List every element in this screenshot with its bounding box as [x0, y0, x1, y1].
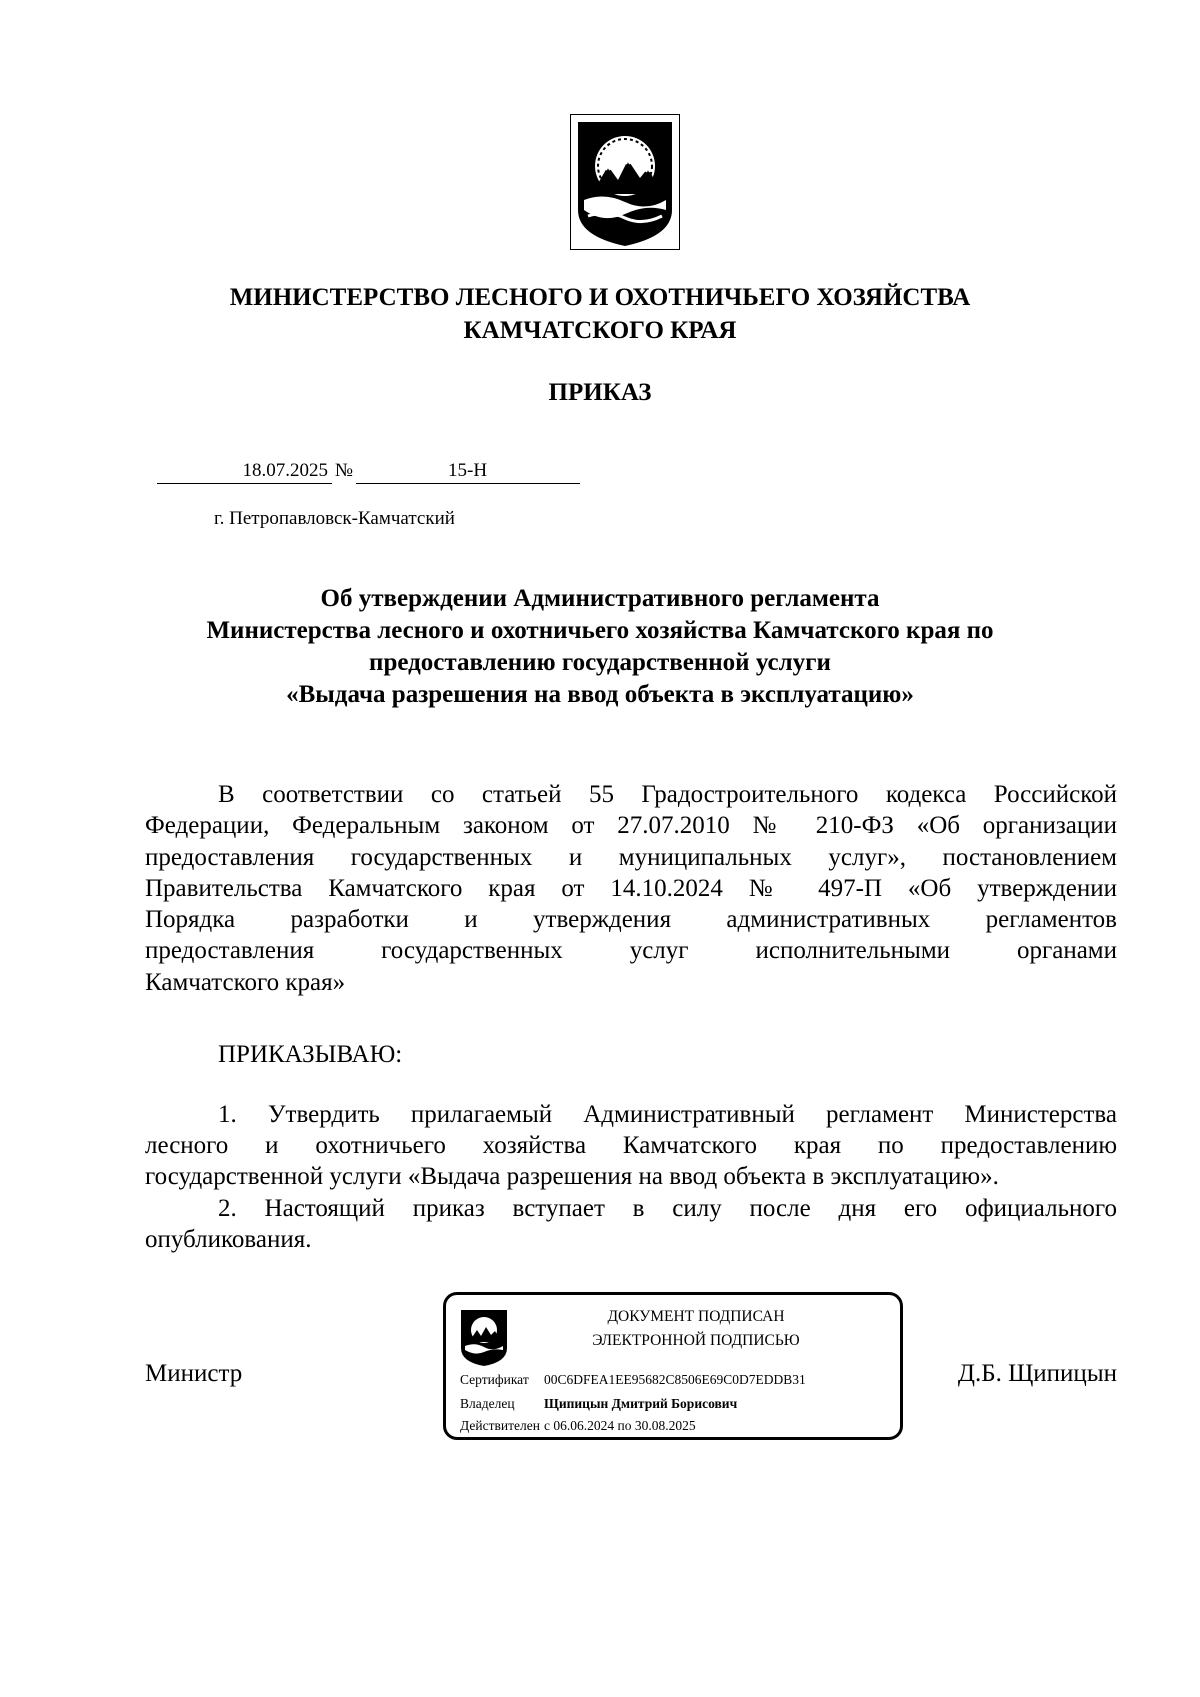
- item-line: опубликования.: [145, 1225, 312, 1253]
- validity-value: с 06.06.2024 по 30.08.2025: [544, 1418, 696, 1433]
- number-sign: №: [334, 460, 354, 481]
- subject-line: Министерства лесного и охотничьего хозяйства Камчатского края по: [206, 617, 994, 644]
- basis-line: Федерации, Федеральным законом от 27.07.2010 № 210-ФЗ «Об организации: [145, 812, 1117, 840]
- item-line: 1. Утвердить прилагаемый Административный регламент Министерства: [218, 1101, 1117, 1128]
- validity-label: Действителен: [460, 1418, 540, 1433]
- stamp-title-line2: ЭЛЕКТРОННОЙ ПОДПИСЬЮ: [592, 1332, 800, 1349]
- ministry-name-line2: КАМЧАТСКОГО КРАЯ: [463, 317, 737, 344]
- legal-basis-paragraph: [145, 779, 1117, 998]
- certificate-value: 00C6DFEA1EE95682C8506E69C0D7EDDB31: [544, 1372, 806, 1387]
- document-number: 15-Н: [448, 460, 488, 481]
- owner-value: Щипицын Дмитрий Борисович: [544, 1396, 738, 1411]
- subject-line: Об утверждении Административного регламента: [320, 585, 880, 612]
- subject-line: предоставлению государственной услуги: [369, 649, 831, 676]
- order-word: ПРИКАЗЫВАЮ:: [218, 1041, 403, 1068]
- basis-line: предоставления государственных и муниципальных услуг», постановлением: [145, 843, 1117, 871]
- electronic-signature-stamp: [443, 1292, 903, 1440]
- basis-line: предоставления государственных услуг исполнительными органами: [145, 937, 1117, 965]
- coat-of-arms-icon: [570, 114, 680, 250]
- signer-position: Министр: [145, 1360, 243, 1387]
- certificate-label: Сертификат: [460, 1372, 529, 1387]
- owner-label: Владелец: [460, 1396, 515, 1411]
- basis-line: В соответствии со статьей 55 Градостроительного кодекса Российской: [218, 781, 1117, 808]
- signer-name: Д.Б. Щипицын: [957, 1360, 1117, 1387]
- item-line: 2. Настоящий приказ вступает в силу после дня его официального: [218, 1194, 1117, 1222]
- stamp-owner-row: [460, 1395, 737, 1413]
- stamp-title-line1: ДОКУМЕНТ ПОДПИСАН: [607, 1308, 785, 1325]
- basis-line: Порядка разработки и утверждения административных регламентов: [145, 906, 1117, 934]
- item-line: государственной услуги «Выдача разрешения на ввод объекта в эксплуатацию».: [145, 1163, 999, 1191]
- document-number-field: [356, 459, 580, 484]
- document-date: 18.07.2025: [157, 459, 332, 484]
- order-items: [145, 1099, 1117, 1255]
- city: г. Петропавловск-Камчатский: [214, 508, 455, 529]
- stamp-coat-of-arms-icon: [459, 1308, 509, 1368]
- basis-line: Правительства Камчатского края от 14.10.2024 № 497-П «Об утверждении: [145, 874, 1117, 902]
- stamp-certificate-row: [460, 1371, 806, 1389]
- basis-line: Камчатского края»: [145, 968, 346, 996]
- document-subject: [0, 583, 1200, 711]
- stamp-validity-row: [460, 1417, 696, 1435]
- ministry-name-line1: МИНИСТЕРСТВО ЛЕСНОГО И ОХОТНИЧЬЕГО ХОЗЯЙСТВА: [229, 284, 971, 311]
- document-type: ПРИКАЗ: [548, 379, 652, 406]
- subject-line: «Выдача разрешения на ввод объекта в эксплуатацию»: [286, 681, 914, 708]
- item-line: лесного и охотничьего хозяйства Камчатского края по предоставлению: [145, 1132, 1117, 1160]
